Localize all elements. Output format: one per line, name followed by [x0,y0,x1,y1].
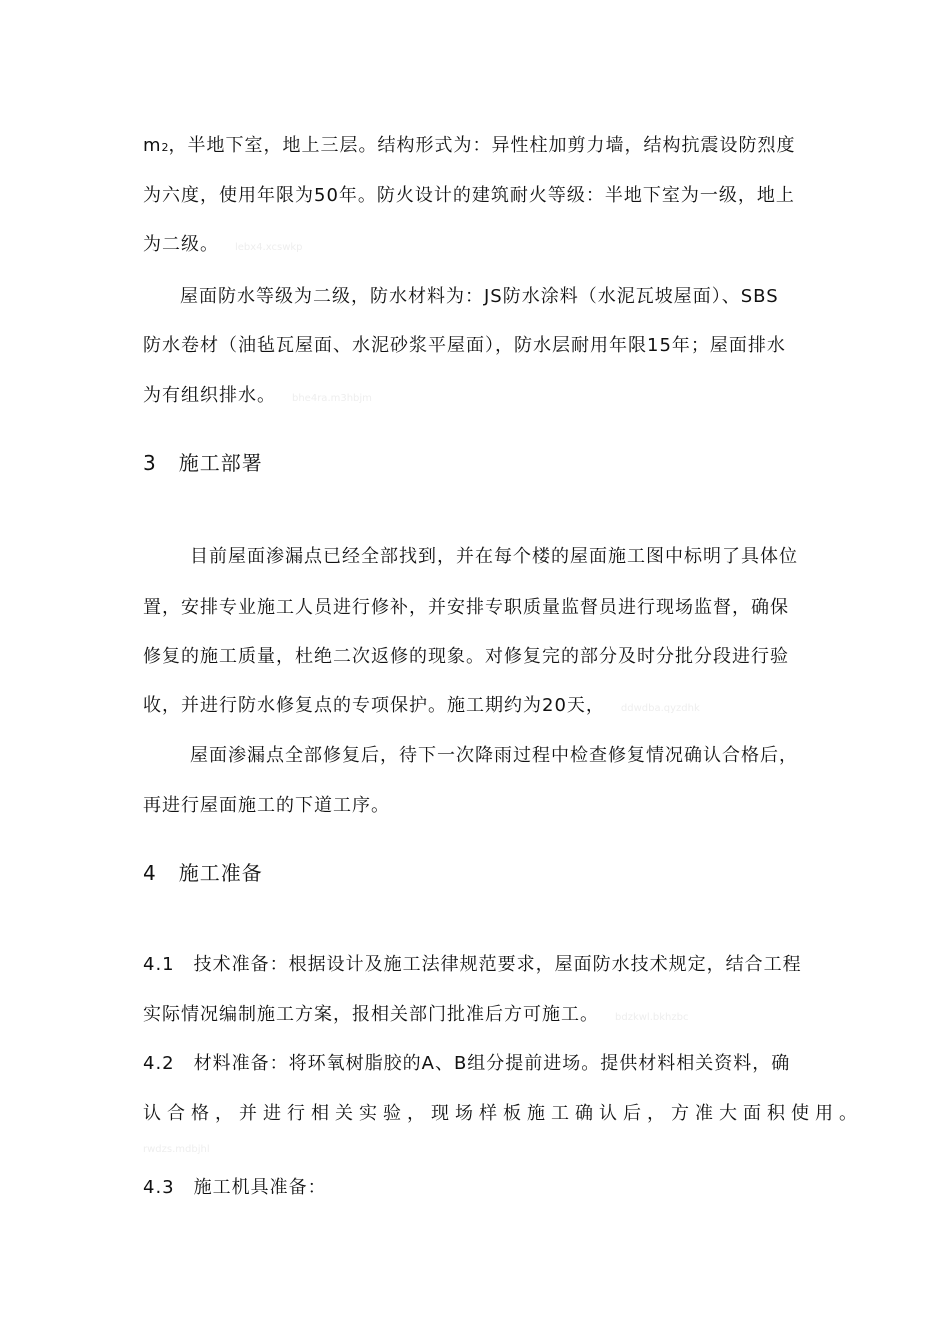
roof-line-1: 屋面防水等级为二级，防水材料为：JS防水涂料（水泥瓦坡屋面）、SBS [180,286,779,307]
section-3-p1-line-1: 目前屋面渗漏点已经全部找到，并在每个楼的屋面施工图中标明了具体位 [190,546,798,567]
watermark-text: ddwdba.qyzdhk [620,703,700,714]
roof-line-3 [143,384,372,411]
section-4-2-line-1: 4.2 材料准备：将环氧树脂胶的A、B组分提前进场。提供材料相关资料，确 [143,1053,791,1074]
section-3-p2-line-2: 再进行屋面施工的下道工序。 [143,795,390,816]
section-4-1-line-1: 4.1 技术准备：根据设计及施工法律规范要求，屋面防水技术规定，结合工程 [143,954,802,975]
section-4-title: 施工准备 [178,861,263,885]
section-3-p1-line-4 [143,694,700,721]
watermark-text: lebx4.xcswkp [235,242,303,253]
intro-line-1-text: ，半地下室，地上三层。结构形式为：异性柱加剪力墙，结构抗震设防烈度 [168,135,796,156]
roof-line-2: 防水卷材（油毡瓦屋面、水泥砂浆平屋面），防水层耐用年限15年；屋面排水 [143,335,786,356]
section-4-3-line-1: 4.3 施工机具准备： [143,1177,327,1198]
section-4-1-line-2-text: 实际情况编制施工方案，报相关部门批准后方可施工。 [143,1004,599,1025]
section-3-p1-line-2: 置，安排专业施工人员进行修补，并安排专职质量监督员进行现场监督，确保 [143,597,789,618]
unit-subscript: 2 [161,141,169,154]
section-3-title: 施工部署 [178,451,263,475]
section-4-1-line-2 [143,1003,688,1030]
watermark-text: rwdzs.mdbjhl [143,1144,210,1155]
section-4-number: 4 [143,861,157,885]
intro-line-3-text: 为二级。 [143,234,219,255]
section-3-heading [143,451,263,475]
watermark-text: bhe4ra.m3hbjm [292,393,372,404]
intro-line-1 [143,134,796,160]
intro-line-3 [143,233,303,260]
unit-m: m [143,135,162,156]
roof-line-3-text: 为有组织排水。 [143,385,276,406]
intro-line-2: 为六度，使用年限为50年。防火设计的建筑耐火等级：半地下室为一级，地上 [143,185,795,206]
section-3-p2-line-1: 屋面渗漏点全部修复后，待下一次降雨过程中检查修复情况确认合格后， [190,745,798,766]
watermark-text: bdzkwl.bkhzbc [615,1012,689,1023]
section-3-p1-line-3: 修复的施工质量，杜绝二次返修的现象。对修复完的部分及时分批分段进行验 [143,646,789,667]
section-3-number: 3 [143,451,157,475]
section-3-p1-line-4-text: 收，并进行防水修复点的专项保护。施工期约为20天， [143,695,605,716]
section-4-2-line-2: 认合格，并进行相关实验，现场样板施工确认后，方准大面积使用。 [143,1103,863,1124]
section-4-heading [143,861,263,885]
